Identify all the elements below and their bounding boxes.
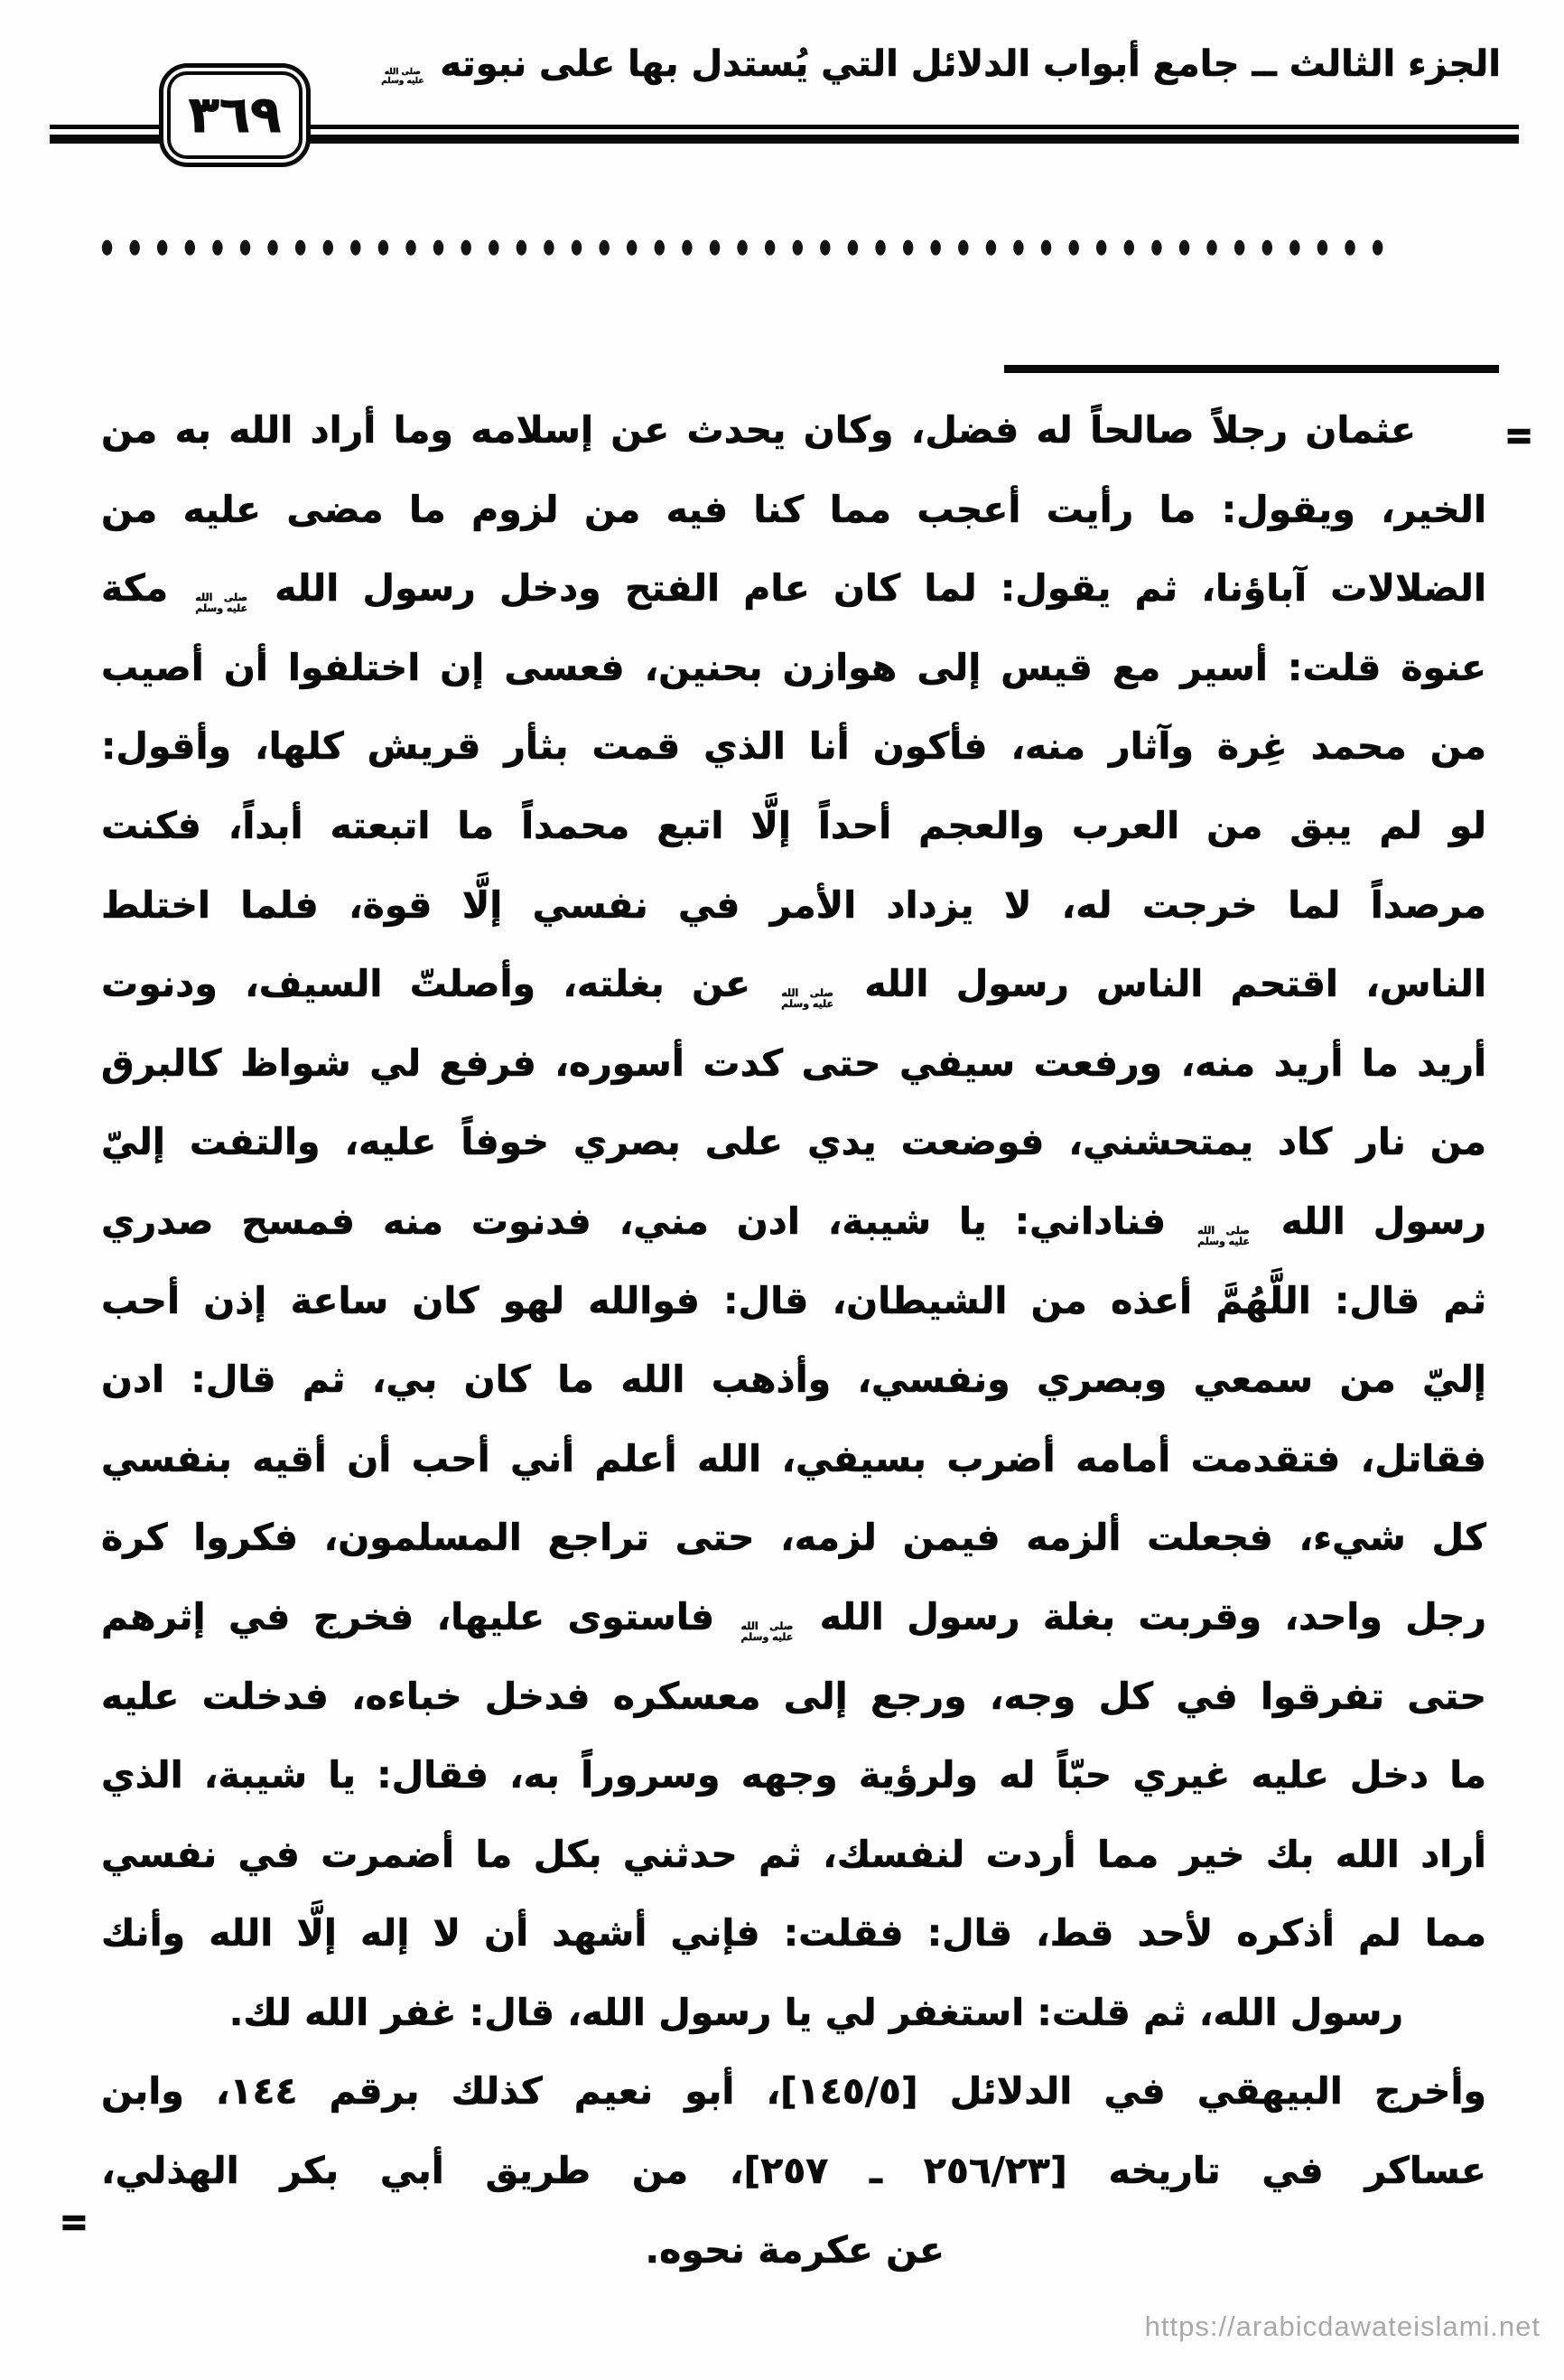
text-line: أريد ما أريد منه، ورفعت سيفي حتى كدت أسوره، فرفع لي شواظ كالبرق [101, 1041, 1486, 1085]
text-line: عساكر في تاريخه [٢٣‏/‏٢٥٦ ـ ٢٥٧]، من طريق أبي بكر الهذلي، [101, 2149, 1486, 2193]
text-line: الناس، اقتحم الناس رسول الله صلى الله عليه وسلم عن بغلته، وأصلتّ السيف، ودنوت [101, 962, 1486, 1011]
text-line: لو لم يبق من العرب والعجم أحداً إلَّا اتبع محمداً ما اتبعته أبداً، فكنت [101, 803, 1486, 847]
page-number: ٣٦٩ [188, 85, 282, 145]
watermark-url: https://arabicdawateislami.net [1144, 2310, 1541, 2342]
text-line: رسول الله، ثم قلت: استغفر لي يا رسول الله، قال: غفر الله لك. [228, 1990, 1403, 2034]
text-line: حتى تفرقوا في كل وجه، ورجع إلى معسكره فدخل خباءه، فدخلت عليه [101, 1674, 1486, 1718]
text-line: أراد الله بك خير مما أردت لنفسك، ثم حدثني بكل ما أضمرت في نفسي [101, 1832, 1486, 1876]
text-line: الضلالات آباؤنا، ثم يقول: لما كان عام الفتح ودخل رسول الله صلى الله عليه وسلم مكة [101, 566, 1487, 615]
continuation-mark-bottom: = [60, 2198, 88, 2245]
salla-allahu-alayhi-wa-sallam-mark: صلى الله عليه وسلم [195, 591, 248, 615]
text-line: وأخرج البيهقي في الدلائل [٥‏/‏١٤٥]، أبو نعيم كذلك برقم ١٤٤، وابن [101, 2069, 1486, 2114]
text-line: عن عكرمة نحوه. [645, 2227, 945, 2272]
page-number-badge-inner [167, 71, 303, 159]
omission-dots-line: ●●●●●●●●●●●●●●●●●●●●●●●●●●●●●●●●●●●●●●●●●●●●●●● [101, 234, 1400, 258]
salla-allahu-alayhi-wa-sallam-mark: صلى الله عليه وسلم [1197, 1224, 1250, 1247]
footnote-separator-rule [1004, 365, 1499, 373]
salla-allahu-alayhi-wa-sallam-mark: صلى الله عليه وسلم [781, 986, 834, 1011]
text-line: رسول الله صلى الله عليه وسلم فناداني: يا شيبة، ادن مني، فدنوت منه فمسح صدري [101, 1199, 1486, 1247]
text-line: عنوة قلت: أسير مع قيس إلى هوازن بحنين، فعسى إن اختلفوا أن أصيب [101, 645, 1486, 689]
text-line: مما لم أذكره لأحد قط، قال: فقلت: فإني أشهد أن لا إله إلَّا الله وأنك [101, 1911, 1486, 1955]
salla-allahu-alayhi-wa-sallam-mark: صلى الله عليه وسلم [381, 67, 424, 86]
salla-allahu-alayhi-wa-sallam-mark: صلى الله عليه وسلم [740, 1619, 794, 1643]
text-line: كل شيء، فجعلت ألزمه فيمن لزمه، حتى تراجع المسلمون، فكروا كرة [101, 1516, 1486, 1560]
text-line: من محمد غِرة وآثار منه، فأكون أنا الذي قمت بثأر قريش كلها، وأقول: [101, 724, 1486, 769]
text-line: من نار كاد يمتحشني، فوضعت يدي على بصري خوفاً عليه، والتفت إليّ [101, 1120, 1486, 1164]
text-line: ما دخل عليه غيري حبّاً له ولرؤية وجهه وسروراً به، فقال: يا شيبة، الذي [101, 1753, 1486, 1797]
text-line: رجل واحد، وقربت بغلة رسول الله صلى الله عليه وسلم فاستوى عليها، فخرج في إثرهم [101, 1594, 1486, 1643]
text-line: إليّ من سمعي وبصري ونفسي، وأذهب الله ما كان بي، ثم قال: ادن [101, 1358, 1486, 1402]
footnote-text-block [101, 391, 1486, 2290]
text-line: مرصداً لما خرجت له، لا يزداد الأمر في نفسي إلَّا قوة، فلما اختلط [101, 882, 1486, 927]
text-line: الخير، ويقول: ما رأيت أعجب مما كنا فيه من لزوم ما مضى عليه من [101, 487, 1486, 531]
page-number-badge [159, 63, 311, 167]
text-line: ثم قال: اللَّهُمَّ أعذه من الشيطان، قال: فوالله لهو كان ساعة إذن أحب [101, 1278, 1486, 1322]
text-line: عثمان رجلاً صالحاً له فضل، وكان يحدث عن إسلامه وما أراد الله به من [101, 408, 1416, 452]
text-line: فقاتل، فتقدمت أمامه أضرب بسيفي، الله أعلم أني أحب أن أقيه بنفسي [101, 1436, 1486, 1480]
continuation-mark-top: = [1504, 412, 1533, 459]
chapter-header-title: الجزء الثالث ــ جامع أبواب الدلائل التي يُستدل بها على نبوته صلى الله عليه وسلم [381, 43, 1501, 86]
